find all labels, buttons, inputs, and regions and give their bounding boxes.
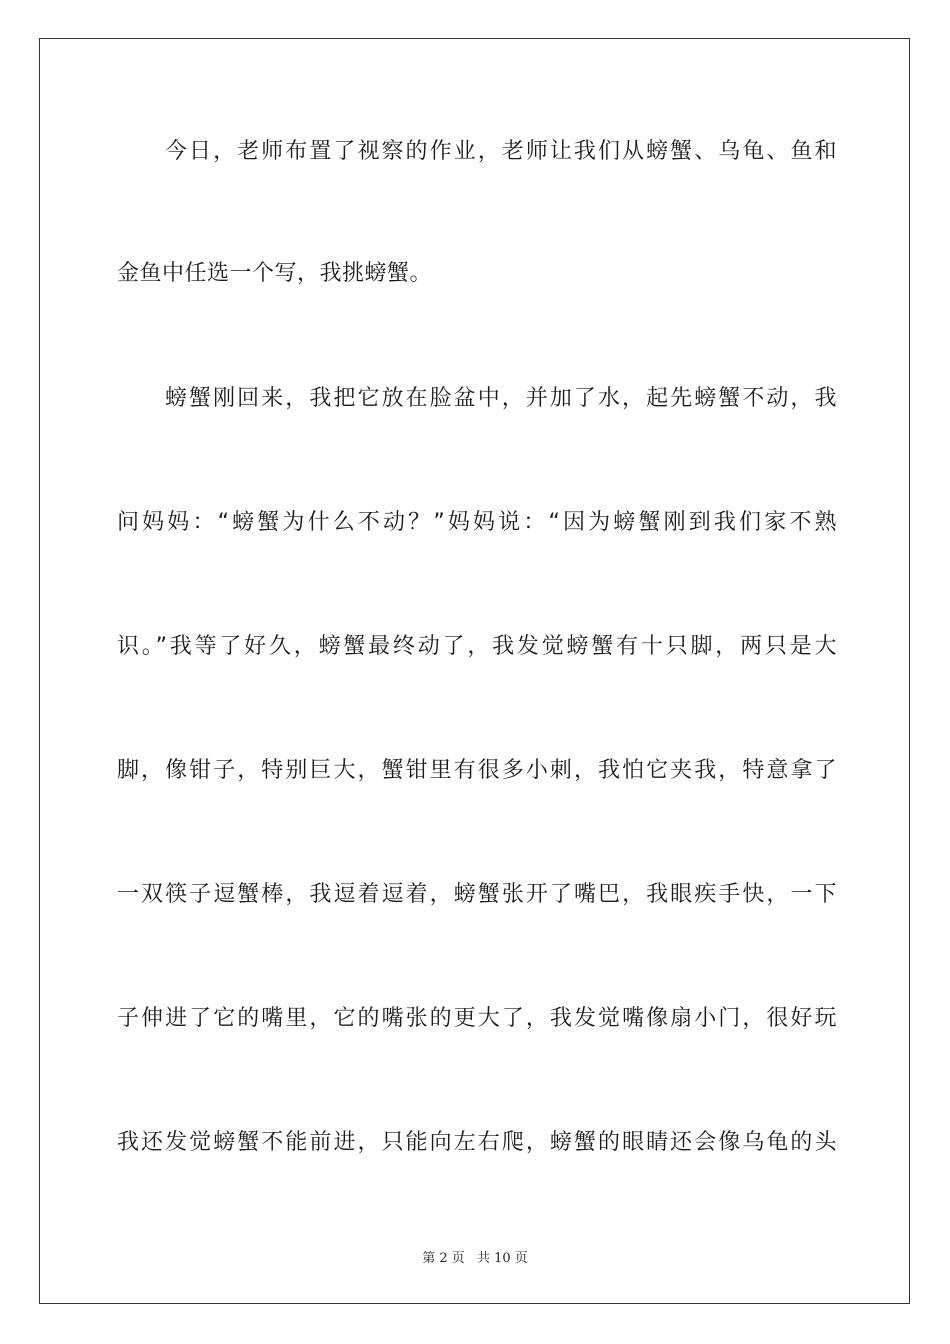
text-line-4: 问妈妈：“螃蟹为什么不动？”妈妈说：“因为螃蟹刚到我们家不熟 <box>117 510 837 535</box>
page-footer <box>0 1247 950 1266</box>
text-line-3: 螃蟹刚回来，我把它放在脸盆中，并加了水，起先螃蟹不动，我 <box>165 386 837 411</box>
text-line-6: 脚，像钳子，特别巨大，蟹钳里有很多小刺，我怕它夹我，特意拿了 <box>117 758 837 783</box>
text-line-5: 识。”我等了好久，螃蟹最终动了，我发觉螃蟹有十只脚，两只是大 <box>117 634 837 659</box>
text-line-1: 今日，老师布置了视察的作业，老师让我们从螃蟹、乌龟、鱼和 <box>165 139 837 164</box>
page-total: 共 10 页 <box>476 1251 528 1266</box>
text-line-8: 子伸进了它的嘴里，它的嘴张的更大了，我发觉嘴像扇小门，很好玩 <box>117 1006 837 1031</box>
page-border <box>39 38 910 1304</box>
text-line-2: 金鱼中任选一个写，我挑螃蟹。 <box>117 261 433 286</box>
text-line-9: 我还发觉螃蟹不能前进，只能向左右爬，螃蟹的眼睛还会像乌龟的头 <box>117 1130 837 1155</box>
page-number: 第 2 页 <box>422 1251 465 1266</box>
text-line-7: 一双筷子逗蟹棒，我逗着逗着，螃蟹张开了嘴巴，我眼疾手快，一下 <box>117 882 837 907</box>
